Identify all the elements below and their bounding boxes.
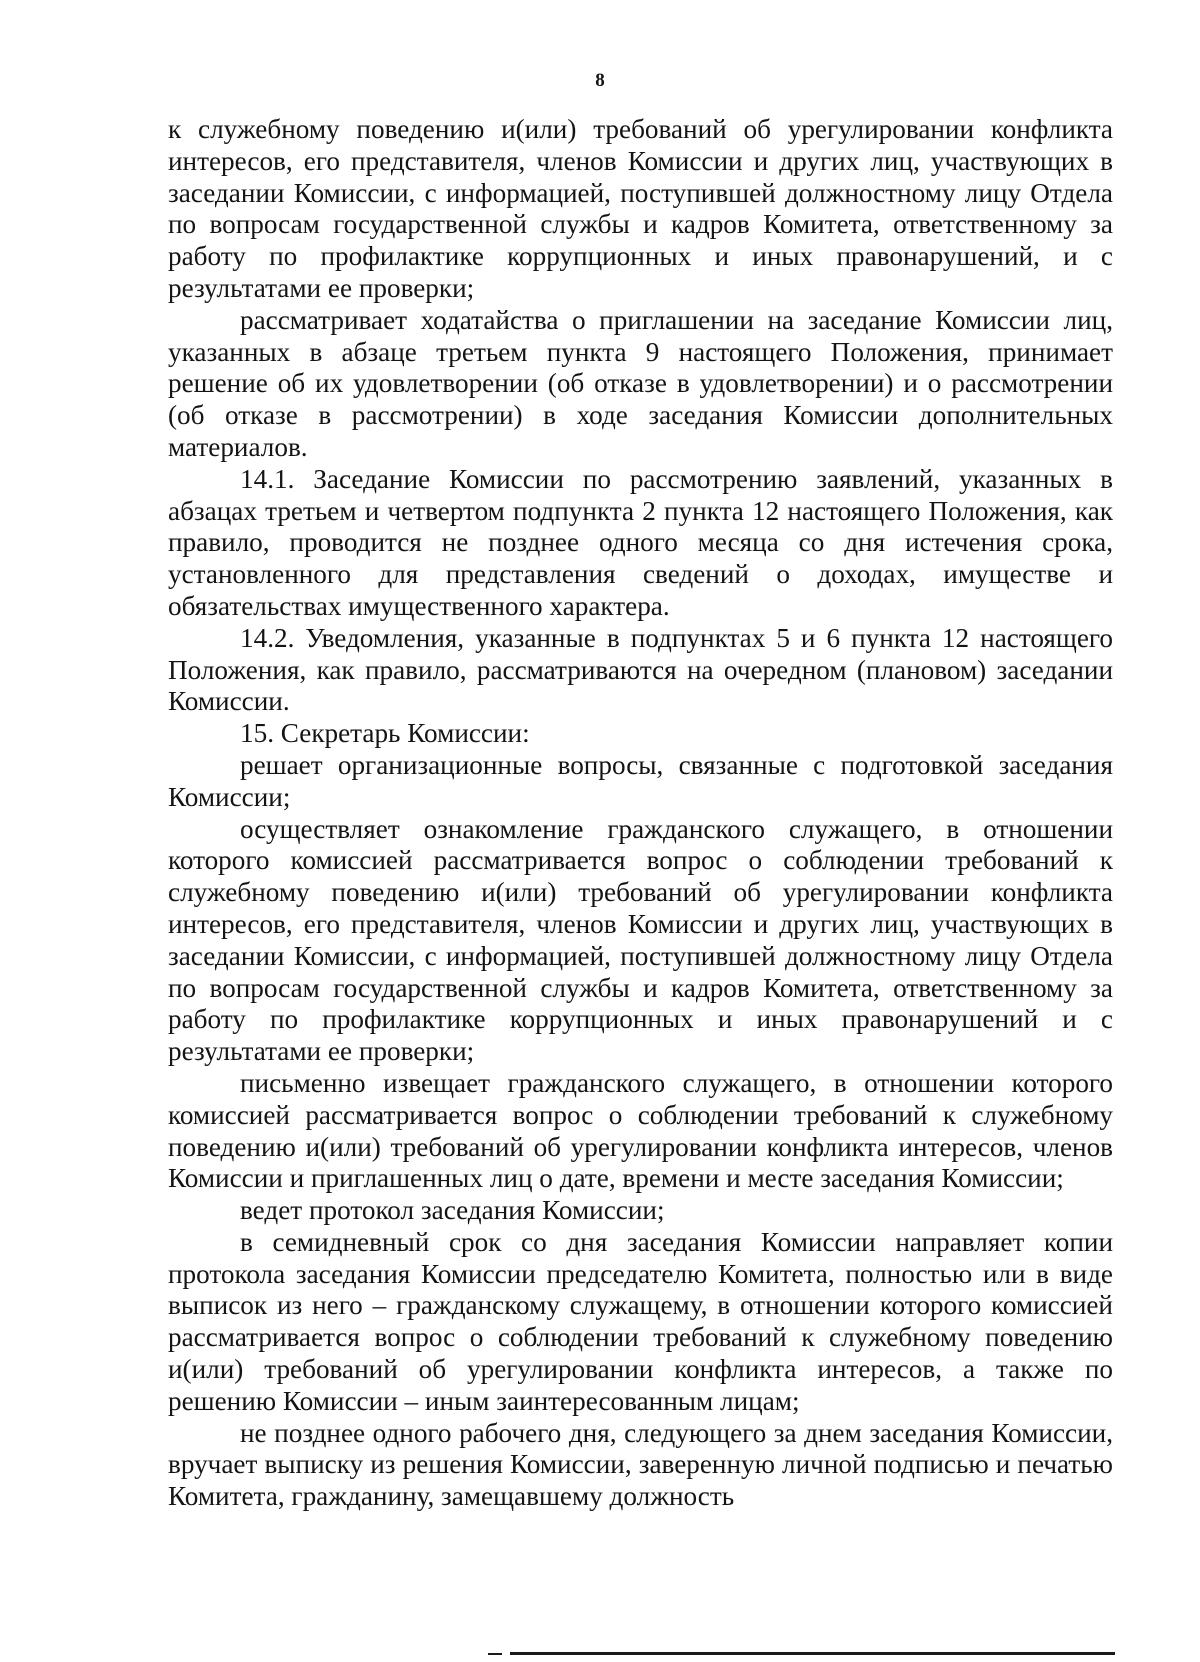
paragraph-continuation: к служебному поведению и(или) требований об урегулировании конфликта интересов, его представителя, членов Комиссии и других лиц, участвующих в заседании Комиссии, с информацией, поступившей должностному лицу Отдела по вопросам государственной службы и кадров Комитета, ответственному за работу по профилактике коррупционных и иных правонарушений, и с результатами ее проверки; bbox=[168, 114, 1113, 303]
paragraph-14-1: 14.1. Заседание Комиссии по рассмотрению заявлений, указанных в абзацах третьем и четвертом подпункта 2 пункта 12 настоящего Положения, как правило, проводится не позднее одного месяца со дня истечения срока, установленного для представления сведений о доходах, имуществе и обязательствах имущественного характера. bbox=[168, 463, 1113, 621]
paragraph-15-heading: 15. Секретарь Комиссии: bbox=[240, 718, 530, 749]
paragraph-secretary-notification: письменно извещает гражданского служащего, в отношении которого комиссией рассматривается вопрос о соблюдении требований к служебному поведению и(или) требований об урегулировании конфликта интересов, членов Комиссии и приглашенных лиц о дате, времени и месте заседания Комиссии; bbox=[168, 1067, 1113, 1194]
paragraph-secretary-organizational: решает организационные вопросы, связанные с подготовкой заседания Комиссии; bbox=[168, 749, 1113, 812]
paragraph-secretary-protocol: ведет протокол заседания Комиссии; bbox=[240, 1195, 665, 1226]
paragraph-secretary-familiarization: осуществляет ознакомление гражданского служащего, в отношении которого комиссией рассматривается вопрос о соблюдении требований к служебному поведению и(или) требований об урегулировании конфликта интересов, его представителя, членов Комиссии и других лиц, участвующих в заседании Комиссии, с информацией, поступившей должностному лицу Отдела по вопросам государственной службы и кадров Комитета, ответственному за работу по профилактике коррупционных и иных правонарушений и с результатами ее проверки; bbox=[168, 813, 1113, 1067]
document-body bbox=[168, 114, 1113, 1513]
page-number: 8 bbox=[595, 70, 605, 91]
scan-edge-line bbox=[510, 1652, 1115, 1655]
paragraph-14-2: 14.2. Уведомления, указанные в подпунктах 5 и 6 пункта 12 настоящего Положения, как правило, рассматриваются на очередном (плановом) заседании Комиссии. bbox=[168, 622, 1113, 717]
paragraph-secretary-extract: не позднее одного рабочего дня, следующего за днем заседания Комиссии, вручает выписку из решения Комиссии, заверенную личной подписью и печатью Комитета, гражданину, замещавшему должность bbox=[168, 1417, 1113, 1512]
paragraph-petitions: рассматривает ходатайства о приглашении на заседание Комиссии лиц, указанных в абзаце третьем пункта 9 настоящего Положения, принимает решение об их удовлетворении (об отказе в удовлетворении) и о рассмотрении (об отказе в рассмотрении) в ходе заседания Комиссии дополнительных материалов. bbox=[168, 304, 1113, 462]
paragraph-secretary-copies: в семидневный срок со дня заседания Комиссии направляет копии протокола заседания Комиссии председателю Комитета, полностью или в виде выписок из него – гражданскому служащему, в отношении которого комиссией рассматривается вопрос о соблюдении требований к служебному поведению и(или) требований об урегулировании конфликта интересов, а также по решению Комиссии – иным заинтересованным лицам; bbox=[168, 1226, 1113, 1416]
scan-edge-mark bbox=[488, 1653, 502, 1655]
